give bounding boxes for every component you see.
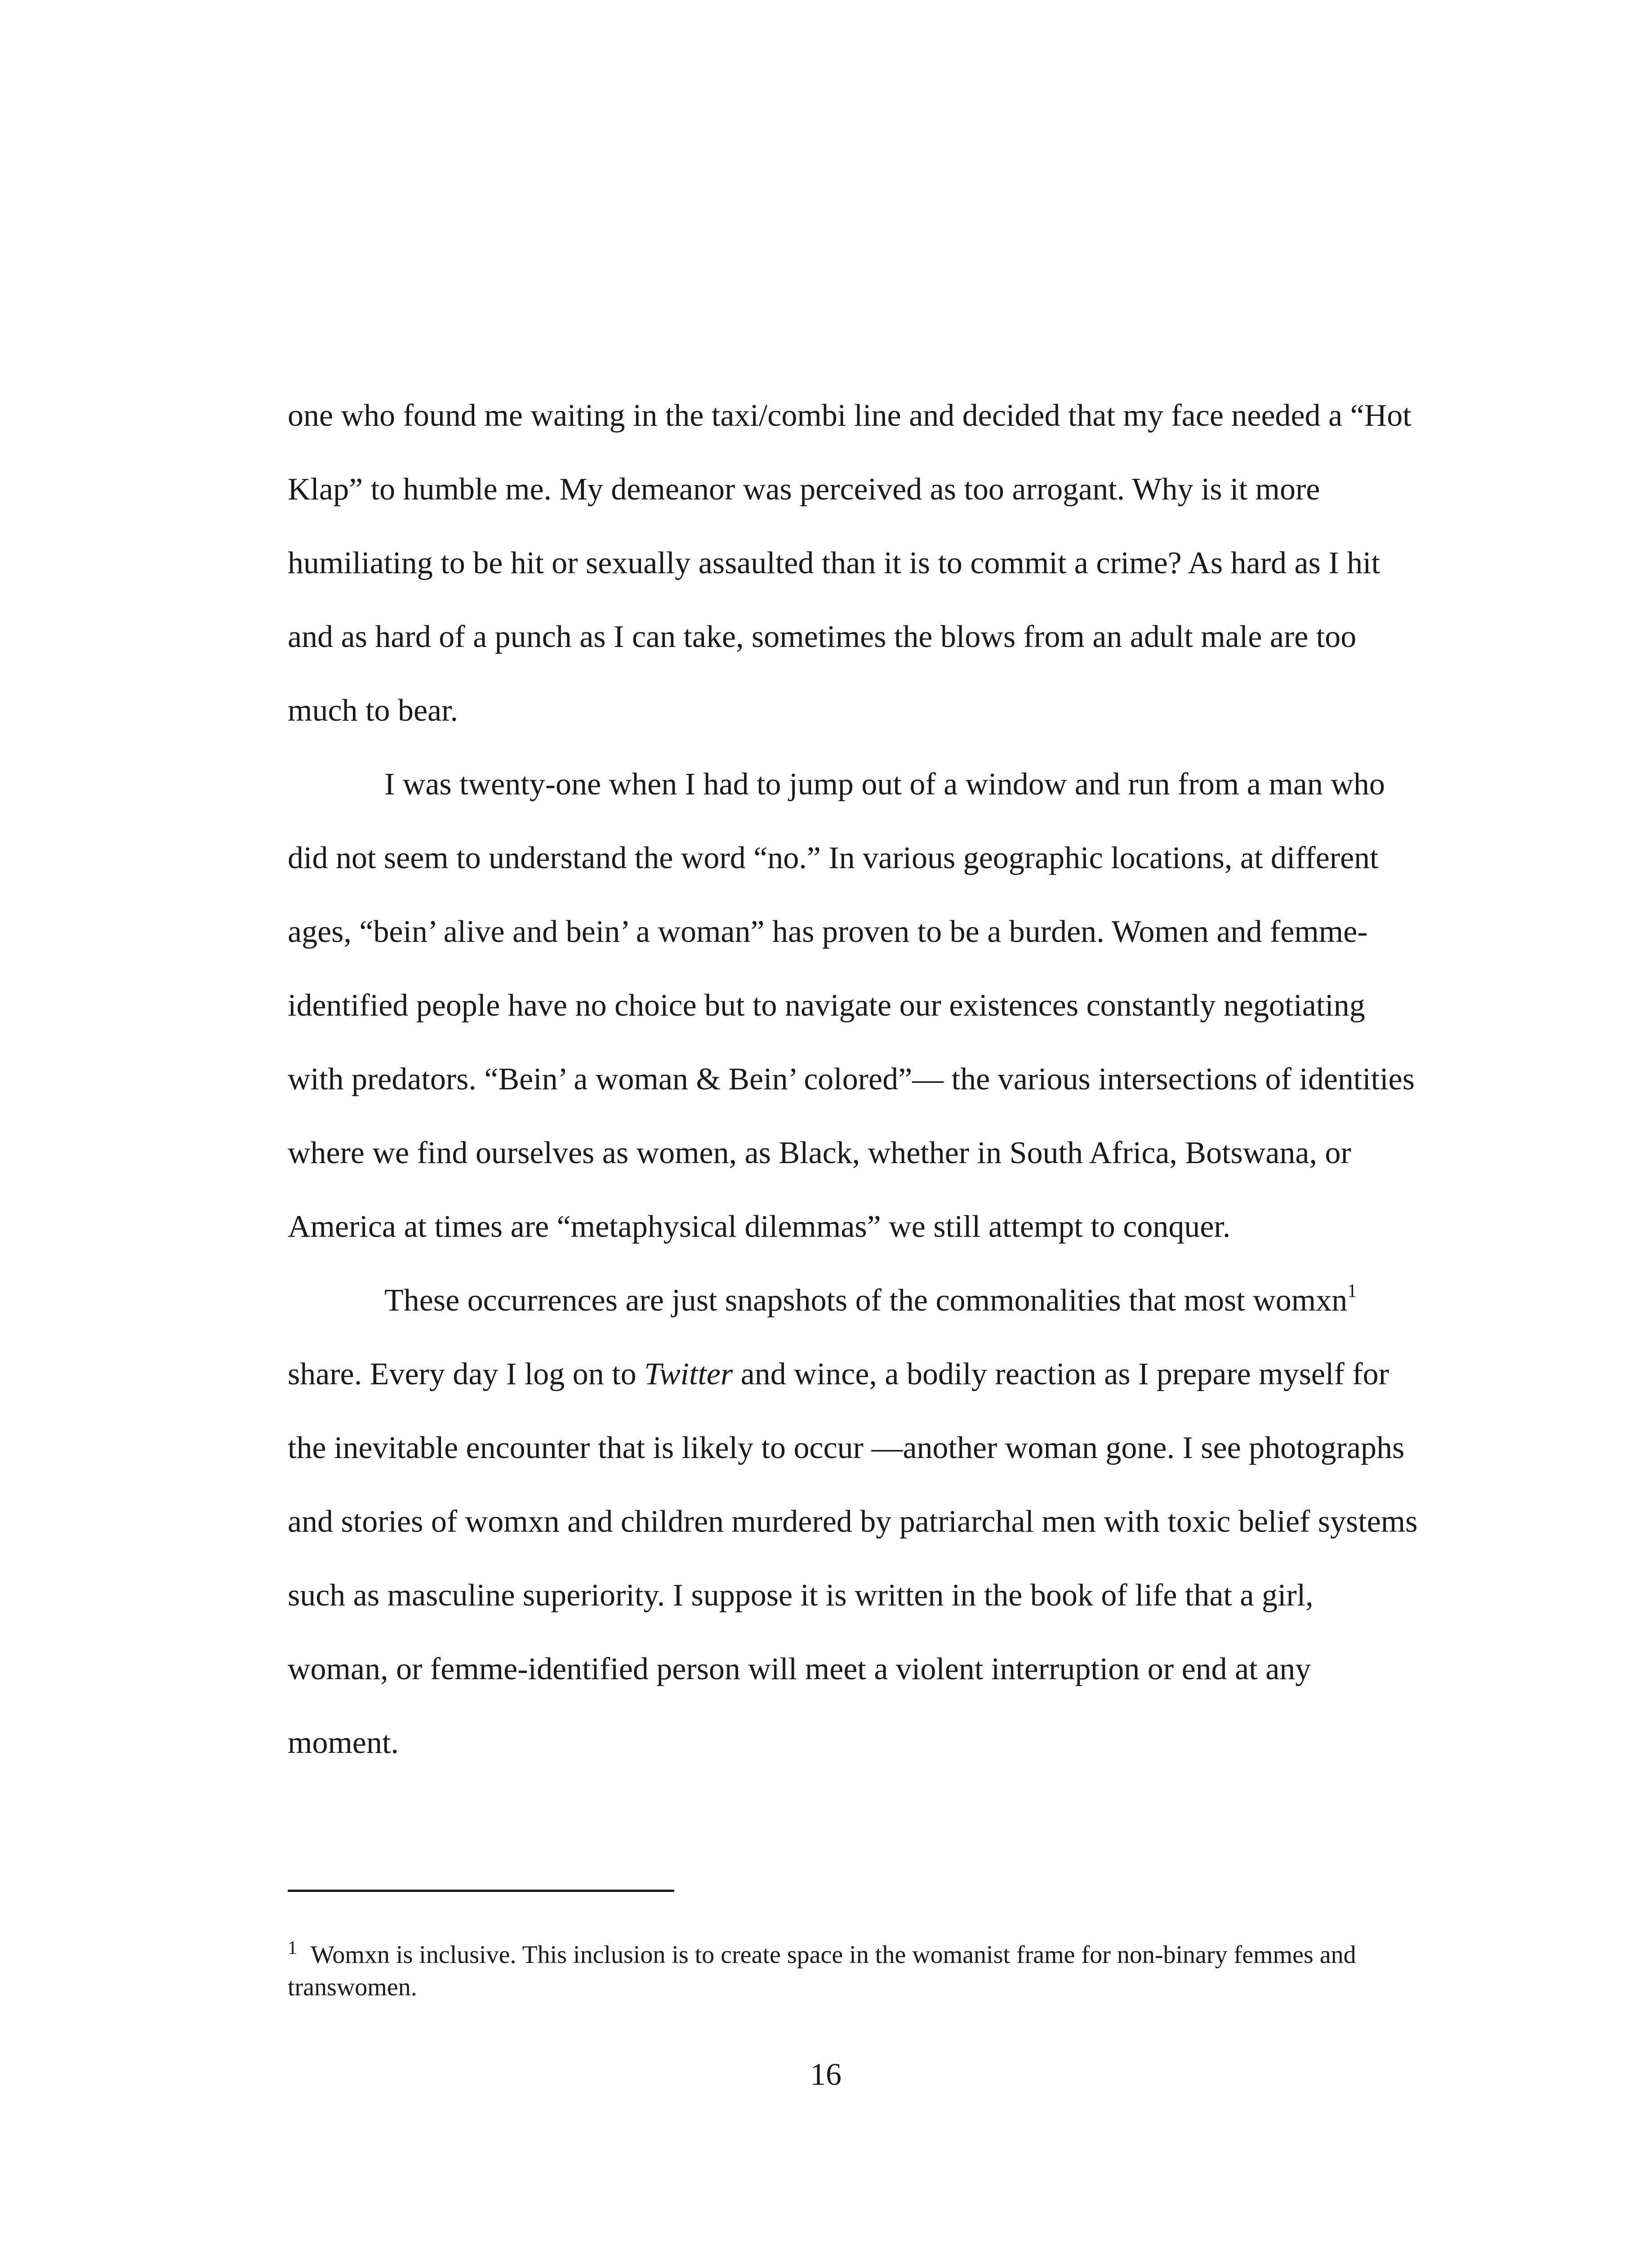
paragraph-2-line-5b: “Bein’ a woman & Bein’ colored”— the various intersections of identities	[484, 1062, 1415, 1097]
paragraph-3-line-2	[288, 1359, 1389, 1390]
paragraph-3-line-7: moment.	[288, 1726, 399, 1760]
paragraph-2-line-6: where we find ourselves as women, as Black, whether in South Africa, Botswana, or	[288, 1136, 1351, 1170]
paragraph-2-line-3: ages, “bein’ alive and bein’ a woman” has proven to be a burden. Women and femme-	[288, 914, 1368, 949]
paragraph-3-line-4: and stories of womxn and children murdered by patriarchal men with toxic belief systems	[288, 1504, 1418, 1539]
paragraph-2-line-2: did not seem to understand the word “no.” In various geographic locations, at different	[288, 841, 1379, 875]
paragraph-3-line-2-a: share. Every day I log on to	[288, 1357, 645, 1392]
footnote-number: 1	[288, 1938, 297, 1958]
paragraph-2-line-5	[288, 1064, 1415, 1095]
footnote-line-2: transwomen.	[288, 1973, 417, 2001]
paragraph-3-line-2-b: and wince, a bodily reaction as I prepare myself for	[733, 1357, 1389, 1392]
paragraph-1-line-3: humiliating to be hit or sexually assaulted than it is to commit a crime? As hard as I hit	[288, 546, 1380, 580]
paragraph-2-line-1: I was twenty-one when I had to jump out of a window and run from a man who	[384, 767, 1385, 802]
footnote-separator	[288, 1890, 674, 1892]
paragraph-1-line-1: one who found me waiting in the taxi/combi line and decided that my face needed a “Hot	[288, 398, 1412, 433]
paragraph-3-line-5: such as masculine superiority. I suppose it is written in the book of life that a girl,	[288, 1578, 1314, 1613]
paragraph-2-line-7: America at times are “metaphysical dilemmas” we still attempt to conquer.	[288, 1209, 1231, 1244]
footnote-text-1: Womxn is inclusive. This inclusion is to create space in the womanist frame for non-binary femmes and	[311, 1941, 1356, 1969]
paragraph-3-line-1	[384, 1281, 1357, 1318]
footnote-reference[interactable]: 1	[1347, 1281, 1357, 1302]
paragraph-3-line-1-text: These occurrences are just snapshots of the commonalities that most womxn	[384, 1283, 1348, 1318]
twitter-title: Twitter	[644, 1357, 733, 1392]
paragraph-1-line-4: and as hard of a punch as I can take, sometimes the blows from an adult male are too	[288, 620, 1357, 654]
footnote-line-1	[288, 1938, 1356, 1969]
paragraph-3-line-3: the inevitable encounter that is likely to occur —another woman gone. I see photographs	[288, 1431, 1405, 1465]
paragraph-1-line-5: much to bear.	[288, 693, 459, 728]
paragraph-1-line-2: Klap” to humble me. My demeanor was perceived as too arrogant. Why is it more	[288, 472, 1320, 507]
paragraph-3-line-6: woman, or femme-identified person will meet a violent interruption or end at any	[288, 1652, 1311, 1686]
paragraph-2-line-4: identified people have no choice but to navigate our existences constantly negotiating	[288, 988, 1365, 1023]
paragraph-2-line-5a: with predators.	[288, 1062, 476, 1097]
page-number: 16	[810, 2057, 842, 2092]
